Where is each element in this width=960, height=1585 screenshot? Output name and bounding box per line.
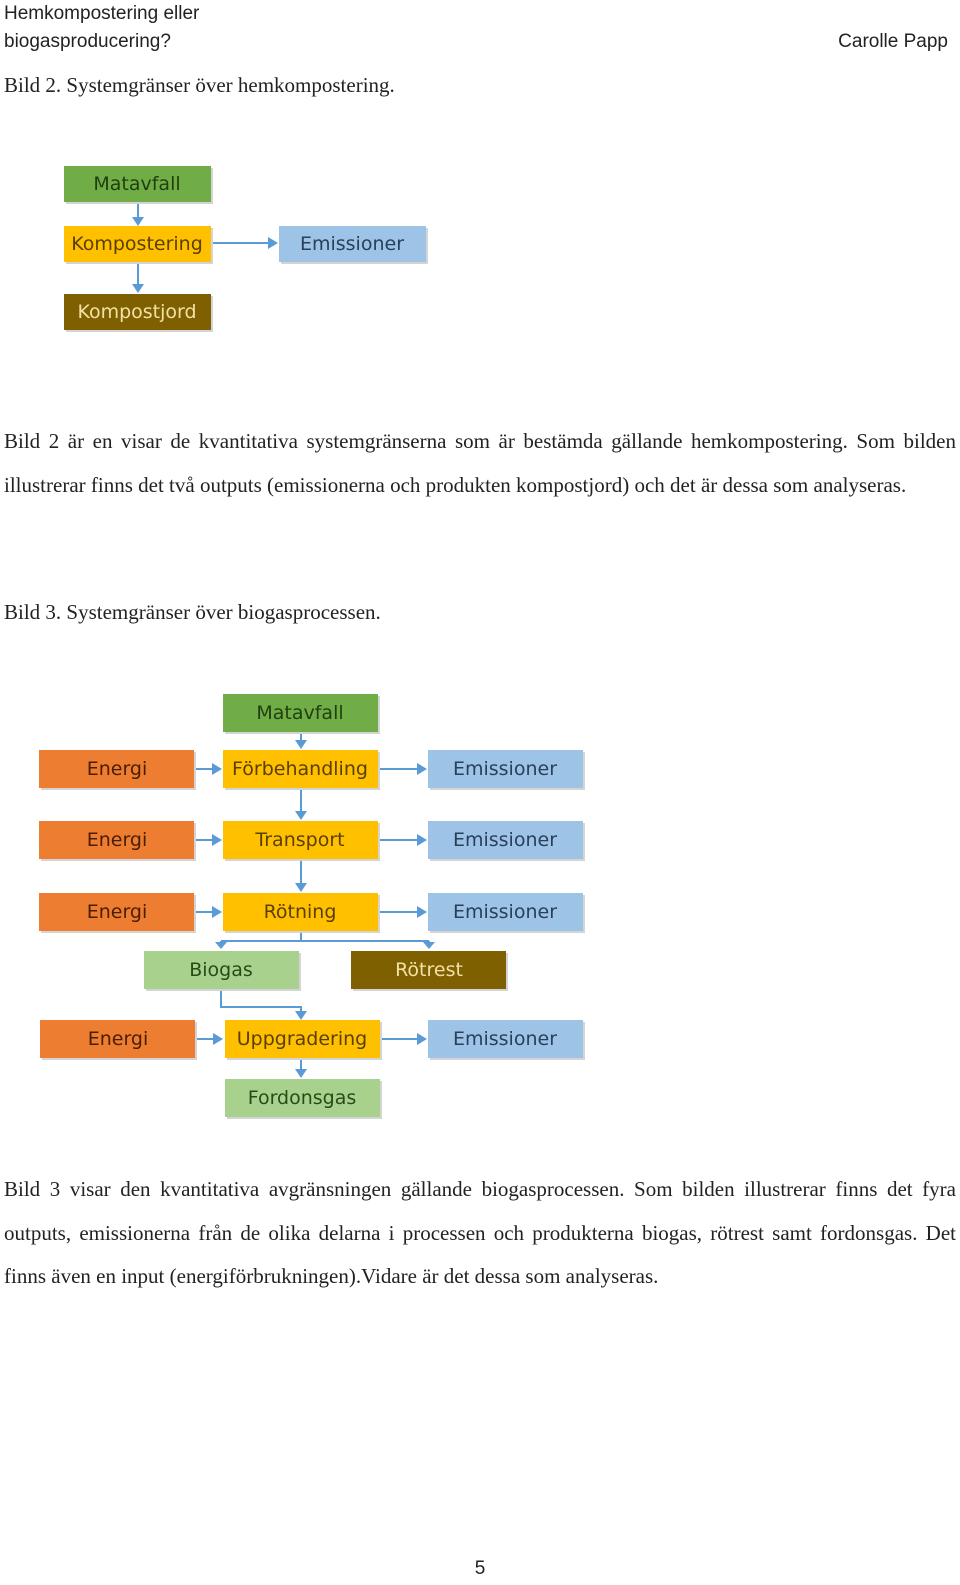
box-energi-1 <box>39 750 196 790</box>
svg-text:Energi: Energi <box>87 1028 149 1050</box>
box-emissioner-1 <box>428 750 585 790</box>
box-rotning <box>223 893 380 933</box>
svg-text:Emissioner: Emissioner <box>452 758 558 780</box>
figure-3-diagram <box>0 685 620 1130</box>
arrowhead <box>215 942 227 949</box>
box-energi-2 <box>39 821 196 861</box>
arrowhead <box>423 942 435 949</box>
svg-text:Energi: Energi <box>86 829 148 851</box>
header-author: Carolle Papp <box>838 31 948 52</box>
arrowhead <box>295 1011 307 1020</box>
arrowhead <box>295 811 307 820</box>
page-number: 5 <box>474 1558 486 1579</box>
svg-text:Energi: Energi <box>86 758 148 780</box>
box-emissioner-4 <box>428 1020 585 1060</box>
svg-text:Matavfall: Matavfall <box>93 173 181 195</box>
box-transport <box>223 821 380 861</box>
arrowhead <box>132 217 144 226</box>
svg-text:Rötning: Rötning <box>263 901 337 923</box>
box-matavfall <box>64 166 213 204</box>
svg-text:Matavfall: Matavfall <box>256 702 344 724</box>
arrowhead <box>295 740 307 749</box>
box-emissioner-2 <box>428 821 585 861</box>
svg-text:Emissioner: Emissioner <box>452 829 558 851</box>
paragraph-1: Bild 2 är en visar de kvantitativa systemgränserna som är bestämda gällande hemkompostering. Som bilden illustrerar finns det två outputs (emissionerna och produkten kompostjord) och det är dessa som analyseras. <box>4 429 956 497</box>
paragraph-2: Bild 3 visar den kvantitativa avgränsningen gällande biogasprocessen. Som bilden illustrerar finns det fyra outputs, emissionerna från de olika delarna i processen och produkterna biogas, rötrest samt fordonsgas. Det finns även en input (energiförbrukningen).Vidare är det dessa som analyseras. <box>4 1177 956 1288</box>
arrow-biogas-uppgradering <box>221 989 301 1013</box>
box-forbehandling <box>223 750 380 790</box>
svg-text:Kompostering: Kompostering <box>71 233 203 255</box>
arrowhead <box>417 834 427 846</box>
figure-2-diagram <box>0 155 460 345</box>
arrowhead <box>212 763 222 775</box>
box-matavfall <box>223 694 380 734</box>
arrowhead <box>268 237 278 249</box>
box-fordonsgas <box>225 1079 382 1119</box>
arrowhead <box>417 1033 427 1045</box>
figure-2-caption: Bild 2. Systemgränser över hemkompostering. <box>4 73 395 97</box>
svg-text:Emissioner: Emissioner <box>299 233 405 255</box>
arrowhead <box>417 906 427 918</box>
svg-text:Transport: Transport <box>255 829 345 851</box>
svg-text:Rötrest: Rötrest <box>395 959 463 981</box>
arrowhead <box>212 906 222 918</box>
arrowhead <box>295 883 307 892</box>
figure-3-caption: Bild 3. Systemgränser över biogasprocessen. <box>4 600 381 624</box>
arrowhead <box>417 763 427 775</box>
box-kompostering <box>64 226 213 264</box>
arrowhead <box>132 284 144 293</box>
box-kompostjord <box>64 294 213 332</box>
svg-text:Kompostjord: Kompostjord <box>77 301 197 323</box>
arrowhead <box>212 834 222 846</box>
svg-text:Fordonsgas: Fordonsgas <box>247 1087 357 1109</box>
svg-text:Uppgradering: Uppgradering <box>236 1028 368 1050</box>
box-emissioner <box>279 226 428 264</box>
svg-text:Förbehandling: Förbehandling <box>232 758 368 780</box>
svg-text:Energi: Energi <box>86 901 148 923</box>
box-energi-3 <box>39 893 196 933</box>
box-energi-4 <box>40 1020 197 1060</box>
arrowhead <box>213 1033 223 1045</box>
svg-text:Biogas: Biogas <box>189 959 253 981</box>
arrowhead <box>295 1069 307 1078</box>
svg-text:Emissioner: Emissioner <box>452 1028 558 1050</box>
box-rotrest <box>351 951 508 991</box>
header-title: Hemkompostering eller biogasproducering? <box>4 3 200 52</box>
box-biogas <box>144 951 301 991</box>
svg-text:Emissioner: Emissioner <box>452 901 558 923</box>
box-emissioner-3 <box>428 893 585 933</box>
box-uppgradering <box>225 1020 382 1060</box>
